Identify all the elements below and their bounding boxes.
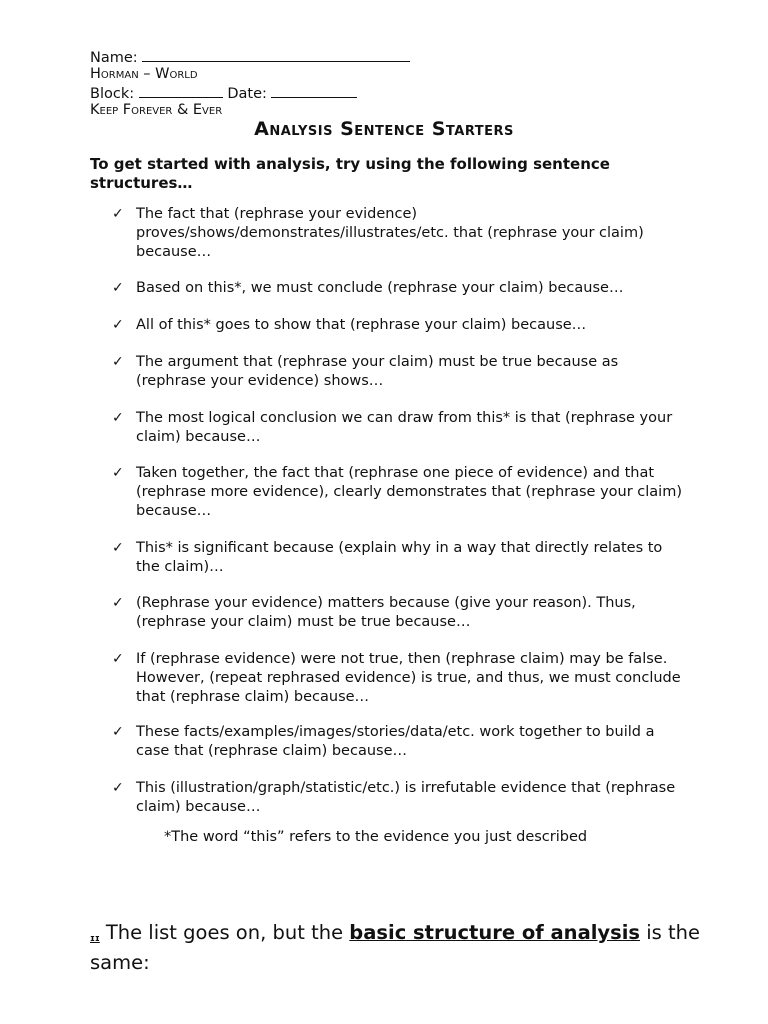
teacher-line — [90, 65, 198, 83]
date-label: Date: — [227, 86, 267, 102]
checkmark-icon: ✓ — [112, 595, 124, 611]
motto: Keep Forever & Ever — [90, 102, 223, 118]
starter-text: The most logical conclusion we can draw from this* is that (rephrase your claim) because… — [136, 410, 673, 445]
starter-text: Based on this*, we must conclude (rephrase your claim) because… — [136, 280, 624, 296]
closing-emphasis: basic structure of analysis — [349, 921, 641, 944]
motto-line — [90, 101, 222, 119]
starter-text: (Rephrase your evidence) matters because (give your reason). Thus, (rephrase your claim) must be true because… — [136, 595, 636, 630]
name-blank[interactable] — [142, 47, 410, 62]
checkmark-icon: ✓ — [112, 280, 124, 296]
checkmark-icon: ✓ — [112, 206, 124, 222]
starter-text: Taken together, the fact that (rephrase one piece of evidence) and that (rephrase more evidence), clearly demonstrates that (rephrase your claim) because… — [136, 465, 682, 519]
footnote: *The word “this” refers to the evidence you just described — [164, 829, 588, 845]
starter-text: This* is significant because (explain why in a way that directly relates to the claim)… — [136, 540, 663, 575]
starter-text: This (illustration/graph/statistic/etc.) is irrefutable evidence that (rephrase claim) because… — [136, 780, 676, 815]
date-blank[interactable] — [271, 83, 357, 98]
checkmark-icon: ✓ — [112, 410, 124, 426]
name-label: Name: — [90, 50, 138, 66]
closing-suffix: is the same: — [90, 921, 701, 974]
checkmark-icon: ✓ — [112, 724, 124, 740]
closing-prefix: The list goes on, but the — [105, 921, 344, 944]
page-title: Analysis Sentence Starters — [254, 118, 514, 140]
name-line — [90, 47, 410, 67]
checkmark-icon: ✓ — [112, 354, 124, 370]
checkmark-icon: ✓ — [112, 651, 124, 667]
starter-text: All of this* goes to show that (rephrase your claim) because… — [136, 317, 587, 333]
block-blank[interactable] — [139, 83, 223, 98]
teacher-course: Horman – World — [90, 66, 198, 82]
intro-text: To get started with analysis, try using the following sentence structures… — [90, 155, 610, 192]
block-date-line — [90, 83, 357, 103]
starter-text: These facts/examples/images/stories/data/etc. work together to build a case that (rephrase claim) because… — [136, 724, 655, 759]
checkmark-icon: ✓ — [112, 317, 124, 333]
checkmark-icon: ✓ — [112, 780, 124, 796]
block-label: Block: — [90, 86, 135, 102]
marker-glyph: ɪɪ — [90, 934, 100, 944]
starter-text: The fact that (rephrase your evidence) proves/shows/demonstrates/illustrates/etc. that (rephrase your claim) because… — [136, 206, 644, 260]
checkmark-icon: ✓ — [112, 465, 124, 481]
starter-text: If (rephrase evidence) were not true, then (rephrase claim) may be false. However, (repeat rephrased evidence) is true, and thus, we must conclude that (rephrase claim) because… — [136, 651, 681, 705]
starter-text: The argument that (rephrase your claim) must be true because as (rephrase your evidence) shows… — [136, 354, 619, 389]
closing-statement — [90, 921, 710, 975]
checkmark-icon: ✓ — [112, 540, 124, 556]
